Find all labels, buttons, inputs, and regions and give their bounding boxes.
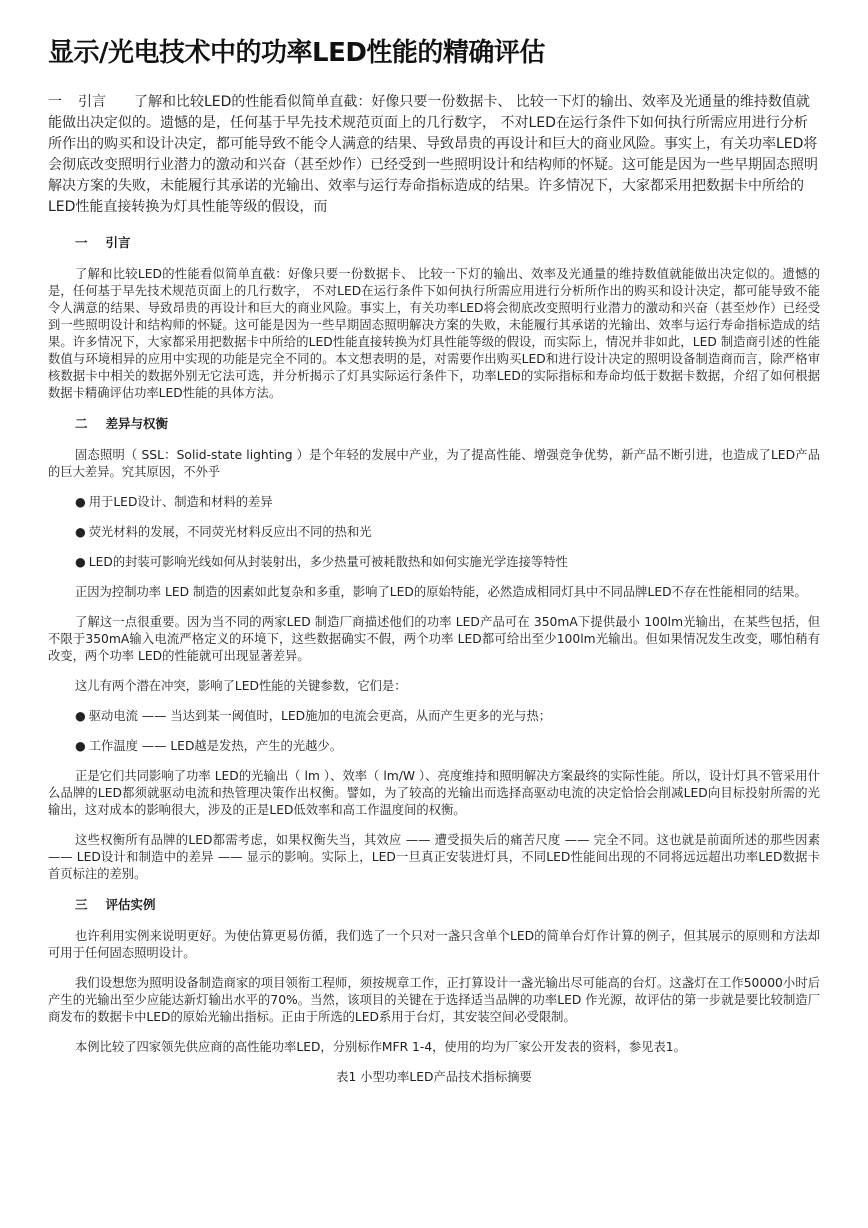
body-paragraph: 也许利用实例来说明更好。为使估算更易仿循，我们选了一个只对一盏只含单个LED的简单台灯作计算的例子，但其展示的原则和方法却可用于任何固态照明设计。: [48, 929, 820, 960]
section-title: 引言: [105, 235, 131, 250]
section-heading: [75, 896, 820, 914]
body-paragraph: 正因为控制功率 LED 制造的因素如此复杂和多重，影响了LED的原始特能，必然造成相同灯具中不同品牌LED不存在性能相同的结果。: [75, 585, 807, 599]
section-number: 二: [75, 416, 88, 431]
bullet-text: 驱动电流 —— 当达到某一阈值时，LED施加的电流会更高，从而产生更多的光与热；: [88, 709, 552, 723]
body-paragraph: 固态照明（ SSL：Solid-state lighting ）是个年轻的发展中产业，为了提高性能、增强竞争优势，新产品不断引进，也造成了LED产品的巨大差异。究其原因，不外乎: [48, 448, 820, 479]
section-heading: [75, 415, 820, 433]
table-caption: 表1 小型功率LED产品技术指标摘要: [336, 1070, 532, 1084]
bullet-item: [75, 554, 820, 571]
document-title: 显示/光电技术中的功率LED性能的精确评估: [48, 38, 545, 68]
body-paragraph: 了解这一点很重要。因为当不同的两家LED 制造厂商描述他们的功率 LED产品可在 350mA下提供最小 100lm光输出，在某些包括，但不限于350mA输入电流严格定义的环境下，这些数据确实不假，两个功率 LED都可给出至少100lm光输出。但如果情况发生改变，哪怕稍有改变，两个功率 LED的性能就可出现显著差异。: [48, 615, 820, 663]
bullet-dot-icon: ●: [75, 525, 86, 539]
body-paragraph: 这些权衡所有品牌的LED都需考虑，如果权衡失当，其效应 —— 遭受损失后的痛苦尺度 —— 完全不同。这也就是前面所述的那些因素 —— LED设计和制造中的差异 —— 显示的影响。实际上，LED一旦真正安装进灯具，不同LED性能间出现的不同将远远超出功率LED数据卡首页标注的差别。: [48, 833, 820, 881]
body-paragraph: 这儿有两个潜在冲突，影响了LED性能的关键参数，它们是：: [75, 679, 407, 693]
bullet-text: LED的封装可影响光线如何从封装射出，多少热量可被耗散热和如何实施光学连接等特性: [88, 555, 568, 569]
bullet-item: [75, 494, 820, 511]
section-number: 一: [75, 235, 88, 250]
abstract-section-number: 一: [48, 94, 64, 110]
bullet-dot-icon: ●: [75, 555, 86, 569]
body-paragraph: 了解和比较LED的性能看似简单直截：好像只要一份数据卡、 比较一下灯的输出、效率及光通量的维持数值就能做出决定似的。遗憾的是，任何基于早先技术规范页面上的几行数字， 不对LED在运行条件下如何执行所需应用进行分析所作出的购买和设计决定，都可能导致不能令人满意的结果、导致昂贵的再设计和巨大的商业风险。事实上，有关功率LED将会彻底改变照明行业潜力的激动和兴奋（甚至炒作）已经受到一些照明设计和结构师的怀疑。这可能是因为一些早期固态照明解决方案的失败，未能履行其承诺的光输出、效率与运行寿命指标造成的结果。许多情况下，大家都采用把数据卡中所给的LED性能直接转换为灯具性能等级的假设，而实际上，情况并非如此，LED 制造商引述的性能数值与环境相异的应用中实现的功能是完全不同的。本文想表明的是，对需要作出购买LED和进行设计决定的照明设备制造商而言，除严格审核数据卡中相关的数据外别无它法可选，并分析揭示了灯具实际运行条件下，功率LED的实际指标和寿命均低于数据卡数据，介绍了如何根据数据卡精确评估功率LED性能的具体方法。: [48, 267, 820, 400]
bullet-text: 荧光材料的发展，不同荧光材料反应出不同的热和光: [88, 525, 372, 539]
bullet-item: [75, 708, 820, 725]
bullet-item: [75, 738, 820, 755]
body-paragraph: 我们设想您为照明设备制造商家的项目领衔工程师，须按规章工作，正打算设计一盏光输出尽可能高的台灯。这盏灯在工作50000小时后产生的光输出至少应能达新灯输出水平的70%。当然，该项目的关键在于选择适当品牌的功率LED 作光源，故评估的第一步就是要比较制造厂商发布的数据卡中LED的原始光输出指标。正由于所选的LED系用于台灯，其安装空间必受限制。: [48, 976, 820, 1024]
abstract-block: [48, 92, 820, 218]
bullet-dot-icon: ●: [75, 495, 86, 509]
section-title: 评估实例: [105, 897, 156, 912]
body-paragraph: 正是它们共同影响了功率 LED的光输出（ lm ）、效率（ lm/W ）、亮度维持和照明解决方案最终的实际性能。所以，设计灯具不管采用什么品牌的LED都须就驱动电流和热管理决策作出权衡。譬如，为了较高的光输出而选择高驱动电流的决定恰恰会削减LED向目标投射所需的光输出，这对成本的影响很大，涉及的正是LED低效率和高工作温度间的权衡。: [48, 769, 820, 817]
bullet-dot-icon: ●: [75, 739, 86, 753]
section-heading: [75, 234, 820, 252]
abstract-text: 了解和比较LED的性能看似简单直截：好像只要一份数据卡、 比较一下灯的输出、效率及光通量的维持数值就能做出决定似的。遗憾的是，任何基于早先技术规范页面上的几行数字， 不对LED在运行条件下如何执行所需应用进行分析所作出的购买和设计决定，都可能导致不能令人满意的结果、导致昂贵的再设计和巨大的商业风险。事实上，有关功率LED将会彻底改变照明行业潜力的激动和兴奋（甚至炒作）已经受到一些照明设计和结构师的怀疑。这可能是因为一些早期固态照明解决方案的失败，未能履行其承诺的光输出、效率与运行寿命指标造成的结果。许多情况下，大家都采用把数据卡中所给的LED性能直接转换为灯具性能等级的假设，而: [48, 94, 818, 215]
bullet-text: 工作温度 —— LED越是发热，产生的光越少。: [88, 739, 342, 753]
body-paragraph: 本例比较了四家领先供应商的高性能功率LED，分别标作MFR 1-4，使用的均为厂家公开发表的资料，参见表1。: [75, 1040, 686, 1054]
bullet-dot-icon: ●: [75, 709, 86, 723]
bullet-text: 用于LED设计、制造和材料的差异: [88, 495, 273, 509]
abstract-section-label: 引言: [78, 94, 106, 110]
section-title: 差异与权衡: [105, 416, 169, 431]
bullet-item: [75, 524, 820, 541]
document-body: [48, 234, 820, 1056]
section-number: 三: [75, 897, 88, 912]
document-page: [48, 36, 820, 1086]
